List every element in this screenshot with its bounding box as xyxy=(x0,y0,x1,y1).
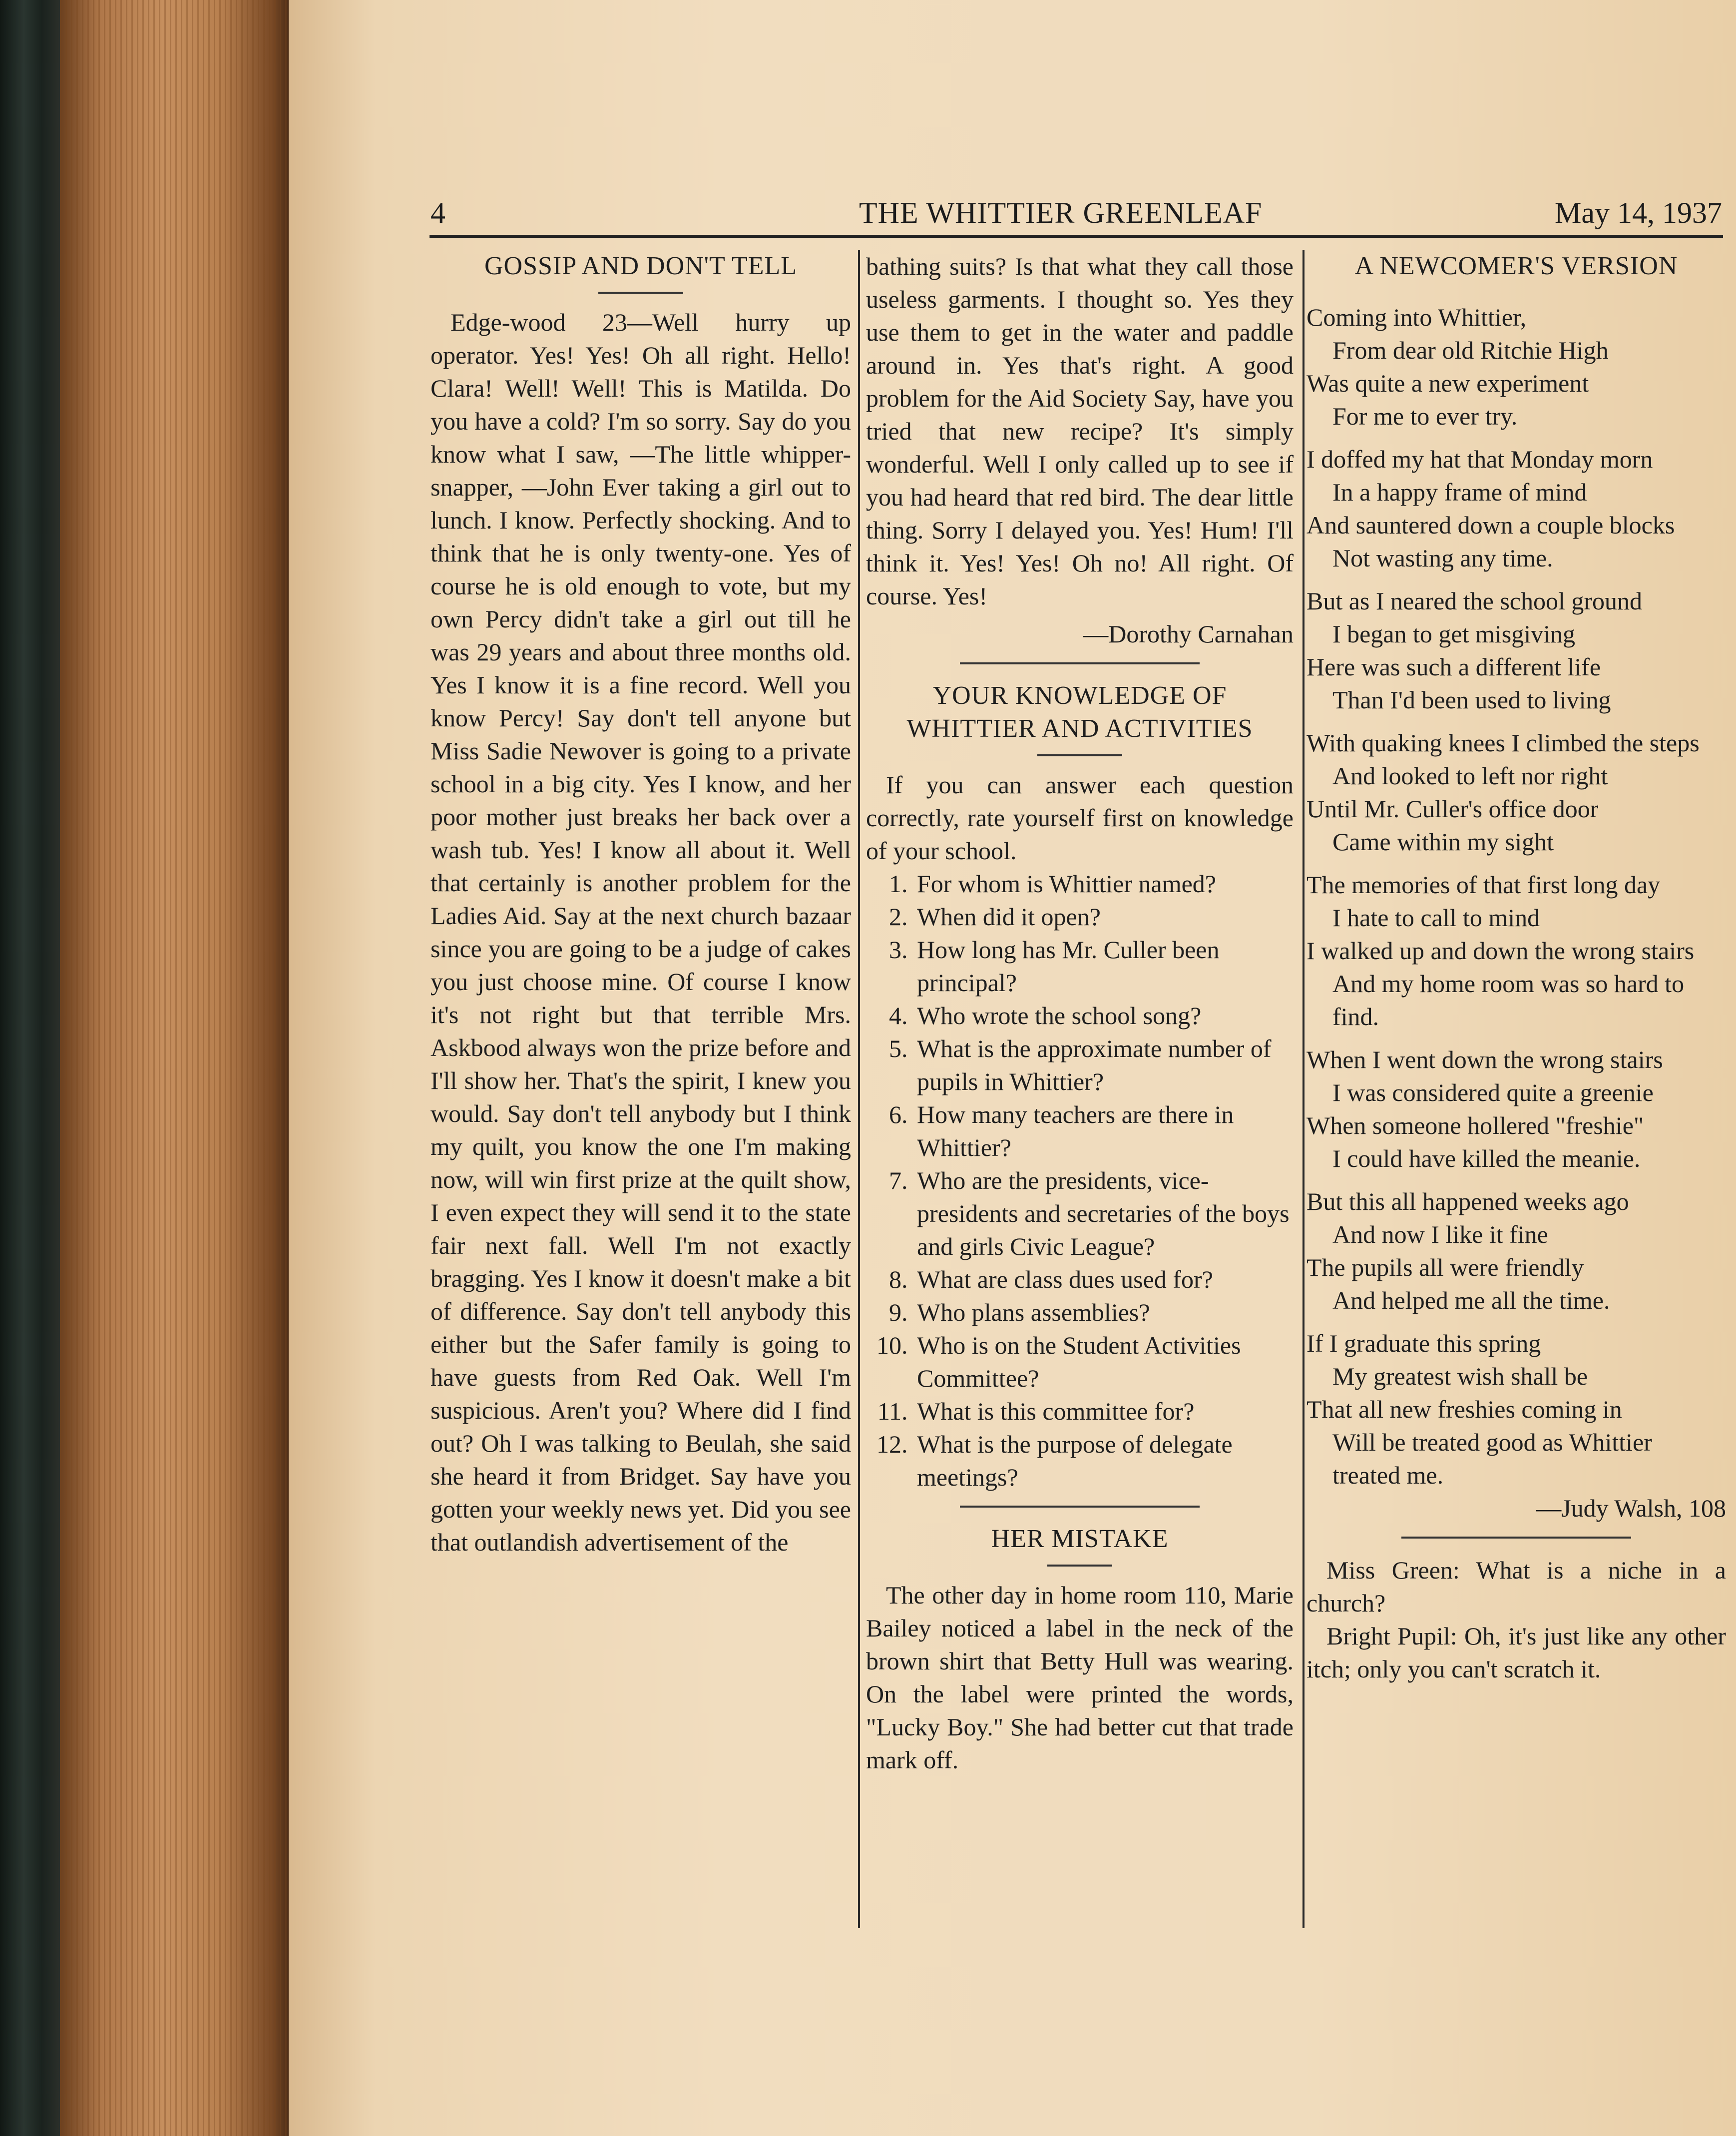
poem-line: The pupils all were friendly xyxy=(1306,1253,1584,1281)
page-number: 4 xyxy=(431,196,445,229)
title-rule xyxy=(1047,1565,1112,1567)
question-item: 5. What is the approximate number of pupils in Whittier? xyxy=(914,1032,1294,1098)
poem-line: From dear old Ritchie High xyxy=(1332,336,1609,364)
header-rule xyxy=(430,235,1723,238)
poem-line: But this all happened weeks ago xyxy=(1306,1187,1629,1215)
poem-line: That all new freshies coming in xyxy=(1306,1395,1622,1423)
poem-line: I could have killed the meanie. xyxy=(1332,1144,1641,1172)
poem-stanza xyxy=(1306,1185,1726,1317)
column-rule xyxy=(1302,250,1304,1928)
poem-line: In a happy frame of mind xyxy=(1332,478,1587,506)
poem-stanza xyxy=(1306,726,1726,858)
poem-line: I doffed my hat that Monday morn xyxy=(1306,445,1653,473)
poem-line: If I graduate this spring xyxy=(1306,1329,1541,1357)
section-rule xyxy=(1401,1537,1631,1539)
question-item: 10. Who is on the Student Activities Committee? xyxy=(914,1329,1294,1395)
column-1 xyxy=(431,245,851,1559)
poem-stanza xyxy=(1306,301,1726,433)
poem-line: I walked up and down the wrong stairs xyxy=(1306,937,1695,965)
poem-line: Here was such a different life xyxy=(1306,653,1601,681)
poem-line: The memories of that first long day xyxy=(1306,871,1661,899)
poem-line: Was quite a new experiment xyxy=(1306,369,1589,397)
question-item: 2. When did it open? xyxy=(914,900,1294,933)
poem-line: With quaking knees I climbed the steps xyxy=(1306,729,1700,757)
poem-line: When someone hollered "freshie" xyxy=(1306,1111,1644,1139)
poem-stanza xyxy=(1306,868,1726,1033)
column-3 xyxy=(1306,245,1726,1685)
question-item: 6. How many teachers are there in Whittier? xyxy=(914,1098,1294,1164)
question-item: 8. What are class dues used for? xyxy=(914,1263,1294,1296)
poem-line: Until Mr. Culler's office door xyxy=(1306,795,1599,823)
poem-line: I was considered quite a greenie xyxy=(1332,1078,1654,1106)
poem-line: But as I neared the school ground xyxy=(1306,587,1643,615)
poem-stanza xyxy=(1306,584,1726,716)
masthead: THE WHITTIER GREENLEAF xyxy=(859,196,1263,229)
poem-line: Not wasting any time. xyxy=(1332,544,1553,572)
poem-line: And helped me all the time. xyxy=(1332,1286,1610,1314)
poem-line: And sauntered down a couple blocks xyxy=(1306,511,1675,539)
poem-author: —Judy Walsh, 108 xyxy=(1536,1494,1726,1522)
gossip-continuation: bathing suits? Is that what they call those useless garments. I thought so. Yes they use them to get in the water and paddle around in. Yes that's right. A good problem for the Aid Society Say, have you tried that new recipe? It's simply wonderful. Well I only called up to see if you had heard that red bird. The dear little thing. Sorry I delayed you. Yes! Hum! I'll think it. Yes! Yes! Oh no! All right. Of course. Yes! xyxy=(866,252,1294,610)
column-2 xyxy=(866,245,1294,1776)
gossip-author: —Dorothy Carnahan xyxy=(1083,620,1294,648)
knowledge-title-line2: WHITTIER AND ACTIVITIES xyxy=(906,714,1253,743)
book-spine xyxy=(0,0,60,2136)
poem-line: Coming into Whittier, xyxy=(1306,303,1527,331)
question-item: 3. How long has Mr. Culler been principal? xyxy=(914,933,1294,999)
knowledge-title: YOUR KNOWLEDGE OF xyxy=(932,681,1227,710)
section-rule xyxy=(960,1506,1200,1508)
poem-line: Came within my sight xyxy=(1332,828,1554,856)
poem-line: I hate to call to mind xyxy=(1332,904,1540,932)
mistake-body: The other day in home room 110, Marie Bailey noticed a label in the neck of the brown shirt that Betty Hull was wearing. On the label were printed the words, "Lucky Boy." She had better cut that trade mark off. xyxy=(866,1581,1294,1774)
knowledge-intro: If you can answer each question correctly, rate yourself first on knowledge of your school. xyxy=(866,771,1294,865)
page-edges xyxy=(60,0,290,2136)
gossip-title: GOSSIP AND DON'T TELL xyxy=(484,252,797,280)
question-item: 11. What is this committee for? xyxy=(914,1395,1294,1428)
gossip-body: Edge-wood 23—Well hurry up operator. Yes! Yes! Oh all right. Hello! Clara! Well! Well! This is Matilda. Do you have a cold? I'm so sorry. Say do you know what I saw, —The little whipper-snapper, —John Ever taking a girl out to lunch. I know. Perfectly shocking. And to think that he is only twenty-one. Yes of course he is old enough to vote, but my own Percy didn't take a girl out till he was 29 years and about three months old. Yes I know it is a fine record. Well you know Percy! Say don't tell anyone but Miss Sadie Newover is going to a private school in a big city. Yes I know, and her poor mother just breaks her back over a wash tub. Yes! I know all about it. Well that certainly is another problem for the Ladies Aid. Say at the next church bazaar since you are going to be a judge of cakes you just choose mine. Of course I know it's not right but that terrible Mrs. Askbood always won the prize before and I'll show her. That's the spirit, I knew you would. Say don't tell anybody but I think my quilt, you know the one I'm making now, will win first prize at the quilt show, I even expect they will send it to the state fair next fall. Well I'm not exactly bragging. Yes I know it doesn't make a bit of difference. Say don't tell anybody this either but the Safer family is going to have guests from Red Oak. Well I'm suspicious. Aren't you? Where did I find out? Oh I was talking to Beulah, she said she heard it from Bridget. Say have you gotten your weekly news yet. Did you see that outlandish advertisement of the xyxy=(431,308,851,1556)
title-rule xyxy=(598,292,683,294)
poem-line: Than I'd been used to living xyxy=(1332,686,1611,714)
mistake-title: HER MISTAKE xyxy=(991,1525,1169,1553)
poem-stanza xyxy=(1306,1327,1726,1492)
question-list xyxy=(866,867,1294,1494)
poem-line: And looked to left nor right xyxy=(1332,762,1608,790)
poem-line: And now I like it fine xyxy=(1332,1220,1548,1248)
column-rule xyxy=(858,250,860,1928)
question-item: 12. What is the purpose of delegate meetings? xyxy=(914,1428,1294,1494)
poem-line: And my home room was so hard to find. xyxy=(1332,970,1685,1031)
question-item: 9. Who plans assemblies? xyxy=(914,1296,1294,1329)
issue-date: May 14, 1937 xyxy=(1555,196,1722,229)
question-item: 1. For whom is Whittier named? xyxy=(914,867,1294,900)
poem-line: My greatest wish shall be xyxy=(1332,1362,1588,1390)
poem-title: A NEWCOMER'S VERSION xyxy=(1354,252,1678,280)
poem-line: Will be treated good as Whittier treated me. xyxy=(1332,1428,1652,1489)
title-rule xyxy=(1037,754,1122,756)
question-item: 7. Who are the presidents, vice-presidents and secretaries of the boys and girls Civic League? xyxy=(914,1164,1294,1263)
poem-line: When I went down the wrong stairs xyxy=(1306,1046,1663,1073)
poem-line: For me to ever try. xyxy=(1332,402,1518,430)
section-rule xyxy=(960,662,1200,664)
joke-answer: Bright Pupil: Oh, it's just like any other itch; only you can't scratch it. xyxy=(1306,1622,1726,1683)
question-item: 4. Who wrote the school song? xyxy=(914,999,1294,1032)
joke-question: Miss Green: What is a niche in a church? xyxy=(1306,1556,1726,1617)
poem-stanza xyxy=(1306,1043,1726,1175)
poem-stanza xyxy=(1306,443,1726,574)
poem-line: I began to get misgiving xyxy=(1332,620,1576,648)
